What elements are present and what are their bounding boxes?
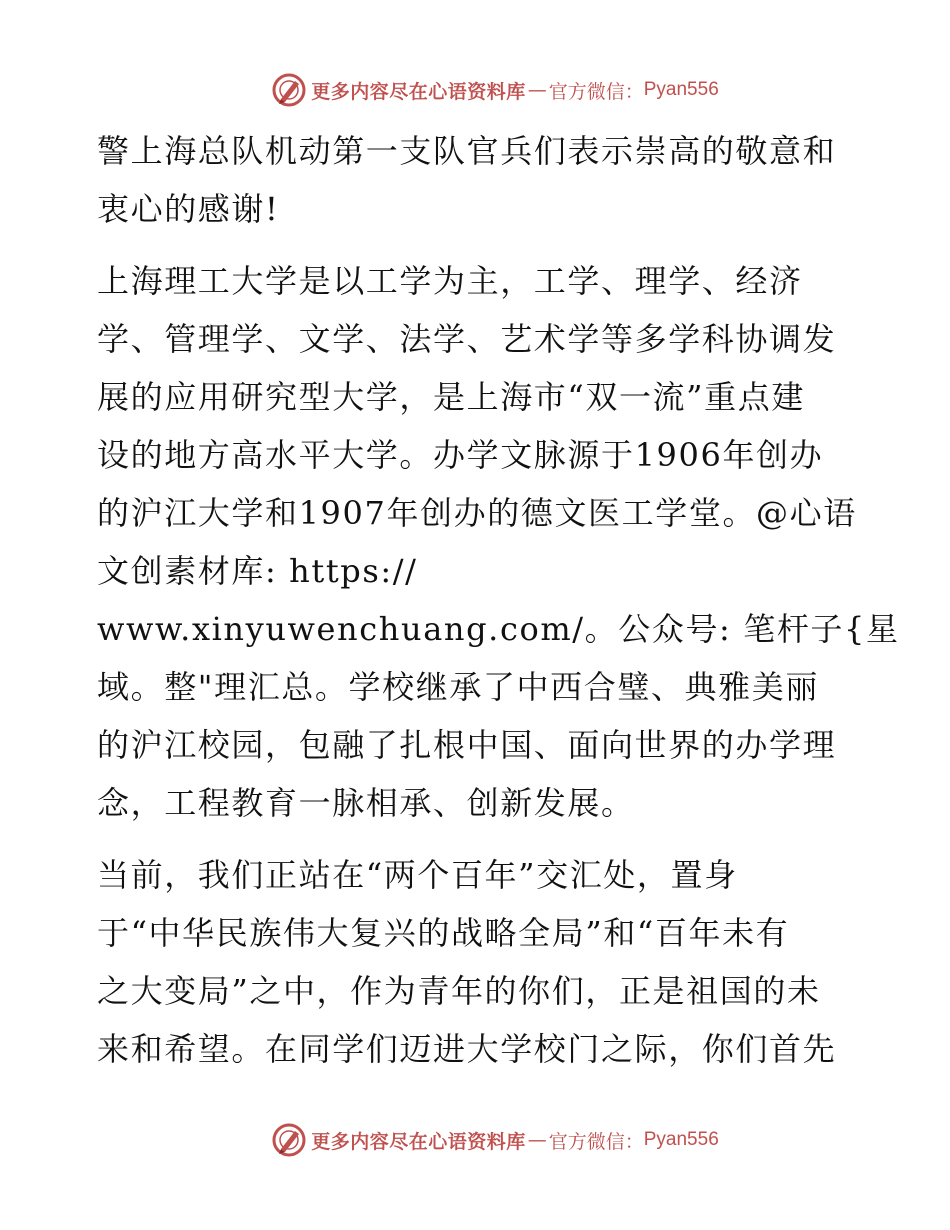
text-line: 当前，我们正站在“两个百年”交汇处，置身 <box>97 856 738 894</box>
footer-banner-dash: — <box>527 1129 547 1151</box>
text-line: 的沪江大学和1907年创办的德文医工学堂。@心语 <box>97 494 857 532</box>
text-line: 念，工程教育一脉相承、创新发展。 <box>97 784 635 822</box>
footer-banner-wechat-label: 官方微信： <box>548 1130 644 1153</box>
text-line: 设的地方高水平大学。办学文脉源于1906年创办 <box>97 436 824 474</box>
text-line: 的沪江校园，包融了扎根中国、面向世界的办学理 <box>97 726 837 764</box>
header-banner <box>0 70 950 110</box>
paragraph-2 <box>97 252 900 832</box>
document-body <box>97 122 900 1078</box>
text-line: 展的应用研究型大学，是上海市“双一流”重点建 <box>97 378 805 416</box>
footer-banner-inner <box>271 1122 719 1158</box>
header-banner-dash: — <box>527 79 547 101</box>
footer-banner-text: 更多内容尽在心语资料库 <box>311 1130 526 1153</box>
text-line: 域。整"理汇总。学校继承了中西合璧、典雅美丽 <box>97 668 819 706</box>
header-banner-inner <box>271 72 719 108</box>
pen-logo-icon <box>271 1122 307 1158</box>
text-line: 文创素材库: https:// <box>97 552 418 590</box>
paragraph-3 <box>97 846 857 1078</box>
header-banner-wechat-id: Pyan556 <box>643 79 719 100</box>
pen-logo-icon <box>271 72 307 108</box>
text-line: 来和希望。在同学们迈进大学校门之际，你们首先 <box>97 1030 837 1068</box>
header-banner-wechat-label: 官方微信： <box>548 80 644 103</box>
footer-banner <box>0 1120 950 1160</box>
text-line: www.xinyuwenchuang.com/。公众号: 笔杆子{星 <box>97 610 900 648</box>
footer-banner-wechat-id: Pyan556 <box>643 1129 719 1150</box>
text-line: 于“中华民族伟大复兴的战略全局”和“百年未有 <box>97 914 790 952</box>
text-line: 上海理工大学是以工学为主，工学、理学、经济 <box>97 262 803 300</box>
text-line: 学、管理学、文学、法学、艺术学等多学科协调发 <box>97 320 837 358</box>
text-line: 之大变局”之中，作为青年的你们，正是祖国的未 <box>97 972 821 1010</box>
paragraph-1 <box>97 122 857 238</box>
text-line: 衷心的感谢! <box>97 190 280 228</box>
text-line: 警上海总队机动第一支队官兵们表示崇高的敬意和 <box>97 132 837 170</box>
header-banner-text: 更多内容尽在心语资料库 <box>311 80 526 103</box>
